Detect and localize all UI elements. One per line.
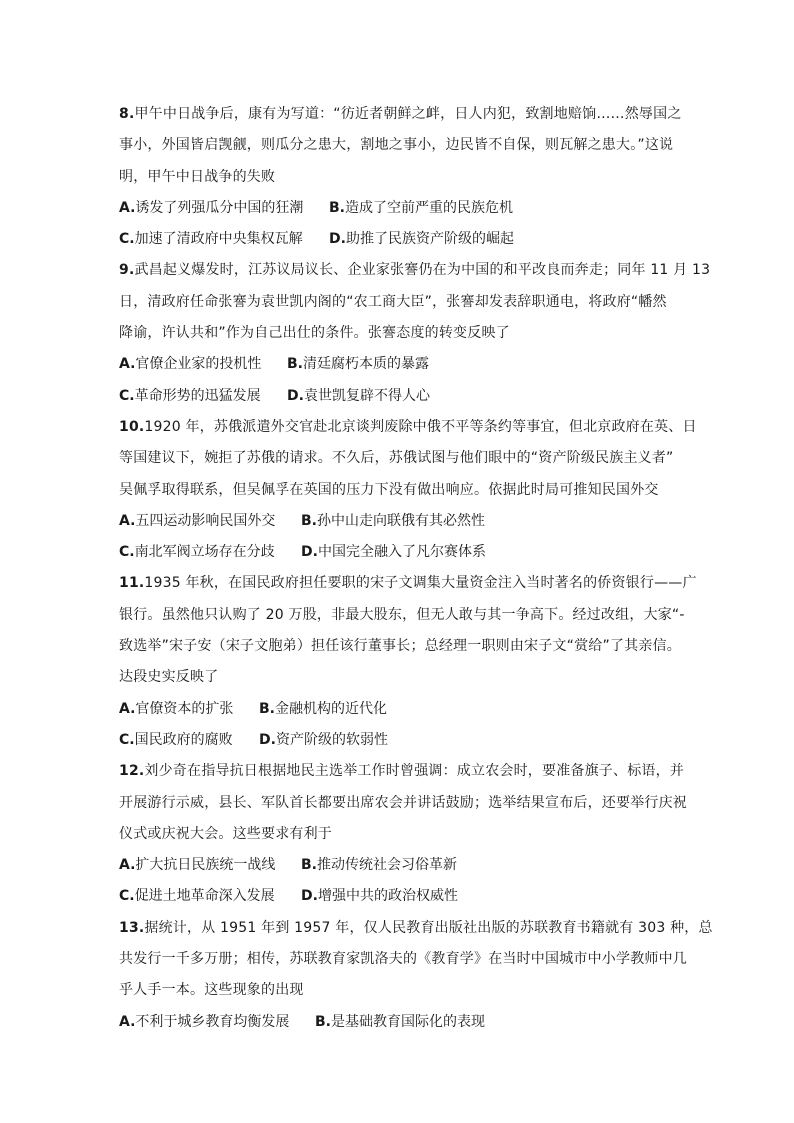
answer-option: [315, 1007, 485, 1038]
option-text: 推动传统社会习俗革新: [317, 857, 457, 874]
answer-option: [119, 224, 329, 255]
option-key: C.: [119, 231, 135, 248]
question-text-line: [119, 162, 679, 193]
options-row: [119, 850, 679, 881]
option-key: B.: [301, 857, 317, 874]
question-text: 降谕，许认共和”作为自己出仕的条件。张謇态度的转变反映了: [119, 325, 510, 342]
answer-option: [259, 694, 387, 725]
option-key: C.: [119, 544, 135, 561]
option-key: D.: [259, 731, 276, 748]
question-text: 武昌起义爆发时，江苏议局议长、企业家张謇仍在为中国的和平改良而奔走；同年 11 月 13: [134, 262, 711, 279]
question-text: 开展游行示威，县长、军队首长都要出席农会并讲话鼓励；选举结果宣布后，还要举行庆祝: [119, 794, 687, 811]
option-text: 官僚资本的扩张: [135, 700, 234, 717]
options-row: [119, 1007, 679, 1038]
question-text-line: [119, 600, 685, 631]
option-text: 孙中山走向联俄有其必然性: [317, 512, 485, 529]
options-row: [119, 694, 679, 725]
question-text: 1920 年，苏俄派遣外交官赴北京谈判废除中俄不平等条约等事宜，但北京政府在英、日: [144, 418, 697, 435]
option-text: 中国完全融入了凡尔赛体系: [317, 544, 486, 561]
option-key: C.: [119, 387, 135, 404]
question-text-line: [119, 975, 679, 1006]
question-text-line: [119, 130, 679, 161]
options-row: [119, 725, 679, 756]
option-key: B.: [301, 512, 317, 529]
option-key: D.: [329, 231, 346, 248]
options-row: [119, 881, 679, 912]
question-text: 仪式或庆祝大会。这些要求有利于: [119, 825, 332, 842]
answer-option: [301, 537, 486, 568]
question-text-line: [119, 443, 679, 474]
question-text: 事小，外国皆启觊觎，则瓜分之患大，割地之事小，边民皆不自保，则瓦解之患大。”这说: [119, 137, 674, 154]
question-number: 10.: [119, 418, 145, 435]
question-text-line: [119, 568, 697, 599]
option-text: 增强中共的政治权威性: [317, 888, 458, 905]
question-10: [119, 412, 697, 568]
options-row: [119, 224, 679, 255]
answer-option: [259, 725, 388, 756]
option-text: 南北军阀立场存在分歧: [134, 544, 275, 561]
answer-option: [119, 506, 301, 537]
option-text: 官僚企业家的投机性: [135, 356, 262, 373]
answer-option: [287, 381, 430, 412]
answer-option: [301, 506, 485, 537]
option-text: 扩大抗日民族统一战线: [135, 857, 276, 874]
question-text-line: [119, 662, 679, 693]
answer-option: [119, 881, 301, 912]
option-text: 助推了民族资产阶级的崛起: [345, 231, 514, 248]
option-text: 清廷腐朽本质的暴露: [303, 356, 429, 373]
question-number: 12.: [119, 763, 145, 780]
question-text-line: [119, 287, 679, 318]
question-text-line: [119, 318, 679, 349]
question-12: [119, 756, 687, 912]
option-text: 是基础教育国际化的表现: [331, 1013, 485, 1030]
option-text: 袁世凯复辟不得人心: [303, 387, 430, 404]
question-number: 8.: [119, 106, 135, 122]
option-text: 诱发了列强瓜分中国的狂潮: [135, 199, 304, 216]
options-row: [119, 193, 679, 224]
options-row: [119, 381, 679, 412]
exam-page: [119, 99, 713, 1038]
option-key: A.: [119, 700, 136, 717]
option-key: A.: [119, 1013, 136, 1030]
question-text: 等国建议下，婉拒了苏俄的请求。不久后，苏俄试图与他们眼中的“资产阶级民族主义者”: [119, 450, 674, 467]
question-text-line: [119, 756, 685, 787]
question-number: 9.: [119, 262, 135, 279]
option-key: B.: [287, 356, 303, 373]
option-key: A.: [119, 199, 136, 216]
question-text: 达段史实反映了: [119, 669, 219, 686]
answer-option: [301, 850, 457, 881]
answer-option: [119, 694, 259, 725]
question-text: 日，清政府任命张謇为袁世凯内阁的“农工商大臣”，张謇却发表辞职通电，将政府“幡然: [119, 293, 667, 310]
question-number: 11.: [119, 575, 145, 592]
option-text: 国民政府的腐败: [134, 731, 233, 748]
question-text: 银行。虽然他只认购了 20 万股，非最大股东，但无人敢与其一争高下。经过改组，大家“-: [119, 606, 685, 623]
option-text: 资产阶级的软弱性: [275, 731, 388, 748]
question-9: [119, 255, 711, 411]
option-text: 加速了清政府中央集权瓦解: [134, 231, 303, 248]
answer-option: [119, 381, 287, 412]
option-key: B.: [329, 199, 345, 216]
answer-option: [119, 1007, 315, 1038]
question-text: 乎人手一本。这些现象的出现: [119, 982, 304, 999]
question-text: 吴佩孚取得联系，但吴佩孚在英国的压力下没有做出响应。依据此时局可推知民国外交: [119, 481, 659, 498]
answer-option: [119, 850, 301, 881]
option-key: B.: [315, 1013, 331, 1030]
question-text: 致选举”宋子安（宋子文胞弟）担任该行董事长；总经理一职则由宋子文“赏给”了其亲信。: [119, 638, 681, 655]
option-key: C.: [119, 888, 135, 905]
option-key: D.: [301, 888, 318, 905]
option-key: A.: [119, 512, 136, 529]
answer-option: [329, 193, 513, 224]
question-text-line: [119, 819, 679, 850]
question-11: [119, 568, 697, 756]
question-8: [119, 99, 682, 255]
answer-option: [301, 881, 458, 912]
question-text-line: [119, 475, 679, 506]
option-text: 金融机构的近代化: [275, 700, 387, 717]
question-text-line: [119, 412, 697, 443]
option-text: 造成了空前严重的民族危机: [345, 199, 513, 216]
question-number: 13.: [119, 919, 145, 936]
question-text: 共发行一千多万册；相传，苏联教育家凯洛夫的《教育学》在当时中国城市中小学教师中几: [119, 951, 687, 968]
option-key: C.: [119, 731, 135, 748]
answer-option: [119, 193, 329, 224]
answer-option: [119, 725, 259, 756]
answer-option: [329, 224, 514, 255]
question-text: 明，甲午中日战争的失败: [119, 168, 276, 185]
question-text: 据统计，从 1951 年到 1957 年，仅人民教育出版社出版的苏联教育书籍就有 303 种，总: [144, 919, 713, 936]
question-text-line: [119, 913, 713, 944]
option-key: A.: [119, 857, 136, 874]
option-text: 五四运动影响民国外交: [135, 512, 276, 529]
question-text-line: [119, 631, 679, 662]
options-row: [119, 506, 679, 537]
options-row: [119, 349, 679, 380]
option-key: A.: [119, 356, 136, 373]
question-text: 刘少奇在指导抗日根据地民主选举工作时曾强调：成立农会时，要准备旗子、标语，并: [144, 763, 685, 780]
question-text-line: [119, 99, 682, 130]
answer-option: [119, 537, 301, 568]
option-text: 促进土地革命深入发展: [134, 888, 275, 905]
answer-option: [287, 349, 429, 380]
option-text: 革命形势的迅猛发展: [134, 387, 261, 404]
question-text: 甲午中日战争后，康有为写道：“彷近者朝鲜之衅，日人内犯，致割地赔饷……然辱国之: [134, 106, 682, 122]
question-text-line: [119, 944, 687, 975]
question-text-line: [119, 788, 687, 819]
options-row: [119, 537, 679, 568]
option-key: B.: [259, 700, 275, 717]
option-key: D.: [301, 544, 318, 561]
question-text-line: [119, 255, 711, 286]
question-13: [119, 913, 713, 1038]
question-text: 1935 年秋，在国民政府担任要职的宋子文调集大量资金注入当时著名的侨资银行——广: [144, 575, 697, 592]
option-key: D.: [287, 387, 304, 404]
answer-option: [119, 349, 287, 380]
option-text: 不利于城乡教育均衡发展: [135, 1013, 290, 1030]
